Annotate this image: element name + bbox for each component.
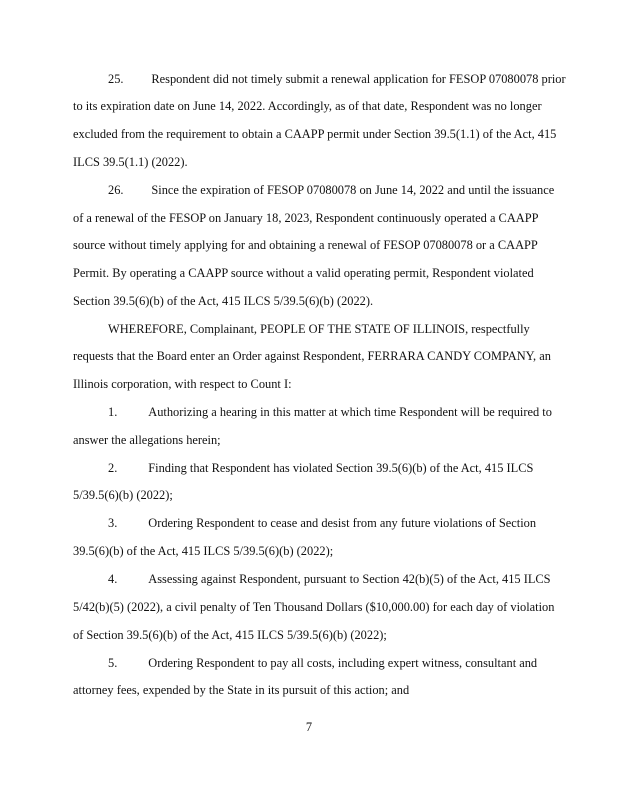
paragraph-line: source without timely applying for and obtaining a renewal of FESOP 07080078 or a CAAPP (73, 238, 538, 252)
paragraph-line: attorney fees, expended by the State in its pursuit of this action; and (73, 683, 410, 697)
paragraph-line: 3. Ordering Respondent to cease and desist from any future violations of Section (108, 516, 537, 530)
paragraph-line: 25. Respondent did not timely submit a renewal application for FESOP 07080078 prior (108, 72, 566, 86)
paragraph-line: 5/39.5(6)(b) (2022); (73, 488, 173, 502)
paragraph-line: ILCS 39.5(1.1) (2022). (73, 155, 188, 169)
paragraph-line: 39.5(6)(b) of the Act, 415 ILCS 5/39.5(6)(b) (2022); (73, 544, 334, 558)
paragraph-line: 26. Since the expiration of FESOP 07080078 on June 14, 2022 and until the issuance (108, 183, 555, 197)
paragraph-line: WHEREFORE, Complainant, PEOPLE OF THE STATE OF ILLINOIS, respectfully (108, 322, 530, 336)
paragraph-line: 2. Finding that Respondent has violated Section 39.5(6)(b) of the Act, 415 ILCS (108, 461, 534, 475)
page-number: 7 (305, 720, 313, 734)
paragraph-line: answer the allegations herein; (73, 433, 221, 447)
paragraph-line: of a renewal of the FESOP on January 18, 2023, Respondent continuously operated a CAAPP (73, 211, 539, 225)
paragraph-line: 5. Ordering Respondent to pay all costs, including expert witness, consultant and (108, 656, 538, 670)
paragraph-line: to its expiration date on June 14, 2022. Accordingly, as of that date, Respondent was no longer (73, 99, 542, 113)
paragraph-line: 4. Assessing against Respondent, pursuant to Section 42(b)(5) of the Act, 415 ILCS (108, 572, 551, 586)
paragraph-line: requests that the Board enter an Order against Respondent, FERRARA CANDY COMPANY, an (73, 349, 551, 363)
paragraph-line: excluded from the requirement to obtain a CAAPP permit under Section 39.5(1.1) of the Act, 415 (73, 127, 557, 141)
paragraph-line: Illinois corporation, with respect to Count I: (73, 377, 292, 391)
paragraph-line: Section 39.5(6)(b) of the Act, 415 ILCS 5/39.5(6)(b) (2022). (73, 294, 374, 308)
paragraph-line: 5/42(b)(5) (2022), a civil penalty of Ten Thousand Dollars ($10,000.00) for each day of violation (73, 600, 555, 614)
paragraph-line: Permit. By operating a CAAPP source without a valid operating permit, Respondent violated (73, 266, 534, 280)
paragraph-line: of Section 39.5(6)(b) of the Act, 415 ILCS 5/39.5(6)(b) (2022); (73, 628, 387, 642)
paragraph-line: 1. Authorizing a hearing in this matter at which time Respondent will be required to (108, 405, 552, 419)
